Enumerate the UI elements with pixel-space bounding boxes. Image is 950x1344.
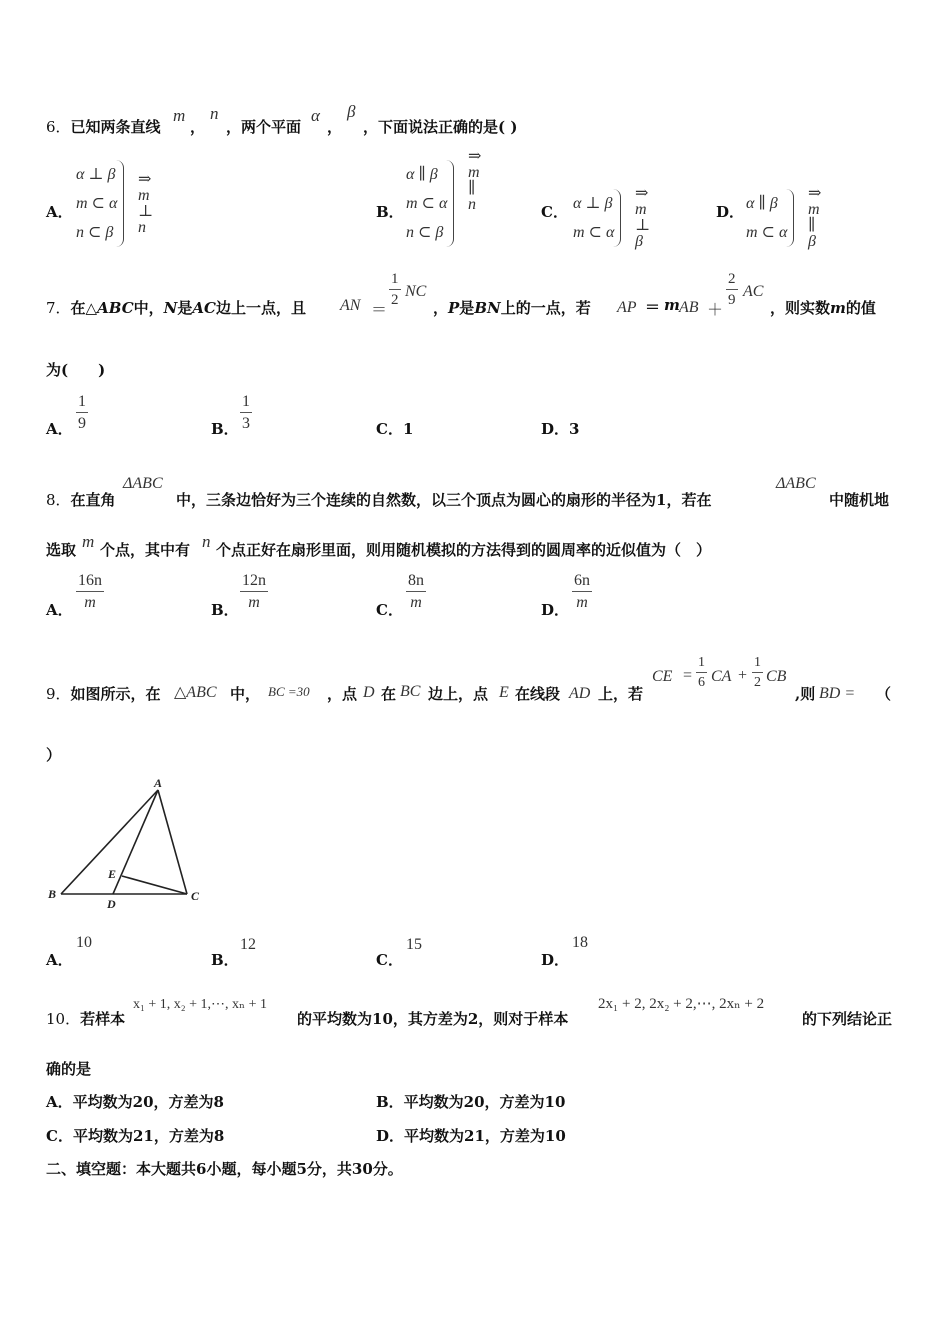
- q8-stem-1: [46, 489, 116, 510]
- q8-text-2: 中，三条边恰好为三个连续的自然数，以三个顶点为圆心的扇形的半径为1，若在: [176, 491, 712, 509]
- q9-segment-ce: [122, 876, 187, 894]
- q9-CB: CB: [766, 668, 787, 685]
- q9-option-b-label: B．: [211, 951, 239, 969]
- q9-figure-lines: [61, 790, 187, 894]
- q8-option-b-label: B．: [211, 601, 239, 619]
- section-2-heading: 二、填空题：本大题共6小题，每小题5分，共30分。: [46, 1160, 403, 1178]
- q7-option-d-value: 3: [569, 420, 580, 438]
- q7-text-9: 的值: [845, 299, 876, 317]
- q9-option-a-value: 10: [76, 934, 92, 951]
- q7-NC: NC: [405, 283, 427, 300]
- q6-var-n: n: [210, 104, 219, 123]
- q7-29-num: 2: [726, 272, 738, 290]
- q10-text-2: 的平均数为10，其方差为2，则对于样本: [297, 1010, 569, 1028]
- q10-text-3: 的下列结论正: [802, 1010, 893, 1028]
- q8-text-4: 选取: [46, 541, 77, 559]
- q7-stem-3: [770, 297, 876, 318]
- q7-AC2: AC: [743, 283, 764, 300]
- q6-b-cond-2: m ⊂ α: [406, 194, 448, 212]
- q9-text-8: ,则: [795, 685, 816, 703]
- q7-m-2: m: [830, 299, 846, 317]
- q9-option-c-label: C．: [376, 951, 403, 969]
- q7-text-3: 是: [177, 299, 193, 317]
- q6-alpha: α: [311, 106, 320, 125]
- q10-sample-2: 2x₁ + 2, 2x₂ + 2,⋯, 2xₙ + 2: [598, 996, 765, 1012]
- q8-text-1: 在直角: [70, 491, 116, 509]
- q7-BN: BN: [474, 299, 501, 317]
- q6-a-cond-1: α ⊥ β: [76, 165, 116, 183]
- q10-number: 10．: [46, 1010, 81, 1028]
- q6-mid-text: ，两个平面: [226, 118, 302, 136]
- q9-text-9: （: [876, 685, 892, 703]
- q6-b-result: ⇒ m ∥ n: [468, 147, 482, 213]
- q8-option-b-value: [240, 573, 268, 611]
- q9-number: 9．: [46, 685, 71, 703]
- q8-c-den: m: [410, 594, 422, 611]
- q8-triangle-2: ΔABC: [776, 475, 816, 492]
- q7-option-c-label: C．: [376, 420, 403, 438]
- q9-option-b-value: 12: [240, 936, 256, 953]
- q7-option-b-label: B．: [211, 420, 239, 438]
- q9-option-d-label: D．: [541, 951, 570, 969]
- q8-triangle-1: ΔABC: [123, 475, 163, 492]
- q7-text-5: ，: [433, 299, 449, 317]
- q9-text-2: 中，: [230, 685, 261, 703]
- q7-N: N: [163, 299, 178, 317]
- q8-option-a-value: [76, 573, 104, 611]
- q6-a-cond-3: n ⊂ β: [76, 223, 114, 241]
- q9-BD: BD =: [819, 685, 856, 702]
- q7-abc: ABC: [97, 299, 134, 317]
- q9-16-den: 6: [698, 675, 705, 690]
- q10-option-b: B．平均数为20，方差为10: [376, 1093, 566, 1111]
- q7-text-6: 是: [459, 299, 475, 317]
- q6-d-cond-2: m ⊂ α: [746, 223, 788, 241]
- q7-option-a-label: A．: [46, 420, 73, 438]
- q8-b-num: 12n: [240, 573, 268, 592]
- q7-half-fraction: [389, 272, 401, 308]
- q10-option-a: A．平均数为20，方差为8: [46, 1093, 224, 1111]
- q9-triangle-figure: [40, 772, 220, 912]
- q7-stem: [46, 297, 306, 318]
- q7-half-num: 1: [389, 272, 401, 290]
- q7-a-num: 1: [76, 394, 88, 413]
- q7-option-d: [541, 418, 579, 439]
- q9-text-7: 上，若: [598, 685, 644, 703]
- q9-text-1: 如图所示，在: [70, 685, 161, 703]
- q7-option-a-value: [76, 394, 88, 432]
- q9-text-4: 在: [381, 685, 397, 703]
- q10-line-2: 确的是: [46, 1060, 92, 1078]
- q8-option-c-label: C．: [376, 601, 403, 619]
- q8-d-num: 6n: [572, 573, 592, 592]
- q7-text-4: 边上一点，且: [215, 299, 306, 317]
- q8-b-den: m: [248, 594, 260, 611]
- q8-text-6: 个点正好在扇形里面，则用随机模拟的方法得到的圆周率的近似值为（ ）: [216, 541, 712, 559]
- q7-text-8: ，则实数: [770, 299, 831, 317]
- q6-a-result: ⇒ m ⊥ n: [138, 170, 154, 236]
- q7-text-2: 中，: [133, 299, 164, 317]
- q9-label-e: E: [108, 867, 117, 881]
- q9-label-d: D: [107, 897, 116, 911]
- q7-29-den: 9: [728, 292, 736, 308]
- q6-option-d-label: D．: [716, 203, 745, 221]
- q9-E: E: [499, 684, 509, 701]
- q6-a-cond-2: m ⊂ α: [76, 194, 118, 212]
- q6-option-b-system: [406, 147, 482, 247]
- q7-AB: AB: [679, 299, 699, 316]
- q7-P: P: [448, 299, 460, 317]
- q9-triangle: △ABC: [174, 684, 217, 701]
- q8-text-3: 中随机地: [829, 491, 890, 509]
- q6-end-text: ，下面说法正确的是( ): [363, 118, 518, 136]
- q10-option-d: D．平均数为21，方差为10: [376, 1127, 566, 1145]
- q7-half-den: 2: [391, 292, 399, 308]
- q6-c-cond-2: m ⊂ α: [573, 223, 615, 241]
- q9-12-fraction: [752, 656, 763, 690]
- q6-option-c-label: C．: [541, 203, 568, 221]
- q7-b-num: 1: [240, 394, 252, 413]
- q8-text-5: 个点，其中有: [100, 541, 191, 559]
- q9-option-d-value: 18: [572, 934, 588, 951]
- q9-CA: CA: [711, 668, 732, 685]
- q8-option-c-value: [406, 573, 426, 611]
- q9-eq: =: [683, 667, 693, 684]
- q9-text-6: 在线段: [515, 685, 561, 703]
- q9-stem-1: [46, 683, 161, 704]
- q7-AP: AP: [617, 299, 637, 316]
- q7-stem-2: [433, 297, 591, 318]
- q6-var-m: m: [173, 106, 186, 125]
- q8-d-den: m: [576, 594, 588, 611]
- q8-option-a-label: A．: [46, 601, 73, 619]
- q7-b-den: 3: [242, 415, 250, 432]
- q8-number: 8．: [46, 491, 71, 509]
- q9-segment-ad: [113, 790, 158, 894]
- q10-text-1: 若样本: [80, 1010, 126, 1028]
- q10-option-c: C．平均数为21，方差为8: [46, 1127, 225, 1145]
- q7-AC: AC: [192, 299, 216, 317]
- q7-eq-1: ＝: [371, 302, 388, 319]
- q7-option-b-value: [240, 394, 252, 432]
- q7-plus: ＋: [707, 302, 724, 319]
- q6-b-cond-3: n ⊂ β: [406, 223, 444, 241]
- q7-number: 7．: [46, 299, 71, 317]
- q9-12-den: 2: [754, 675, 761, 690]
- q7-option-c-value: 1: [402, 420, 414, 438]
- q6-c-result: ⇒ m ⊥ β: [635, 185, 651, 250]
- q9-text-5: 边上，点: [428, 685, 489, 703]
- q10-stem-1: [46, 1008, 125, 1029]
- q6-d-result: ⇒ m ∥ β: [808, 185, 822, 250]
- q7-29-fraction: [726, 272, 738, 308]
- q6-d-cond-1: α ∥ β: [746, 194, 778, 212]
- q7-AN: AN: [340, 297, 361, 314]
- q7-option-d-label: D．: [541, 420, 570, 438]
- q9-line-2: ）: [46, 746, 62, 764]
- q9-plus: +: [738, 667, 748, 684]
- q6-c-cond-1: α ⊥ β: [573, 194, 613, 212]
- q8-option-d-value: [572, 573, 592, 611]
- q6-comma-1: ，: [190, 118, 206, 136]
- q8-n: n: [202, 532, 211, 551]
- q8-option-d-label: D．: [541, 601, 570, 619]
- q6-comma-2: ，: [327, 118, 343, 136]
- q9-D: D: [363, 684, 375, 701]
- q6-option-a-label: A．: [46, 203, 73, 221]
- q6-option-d-system: [746, 185, 822, 250]
- q6-stem: [46, 116, 161, 137]
- q9-CE: CE: [652, 668, 673, 685]
- q7-option-c: [376, 418, 413, 439]
- q9-bc-value: BC =30: [268, 684, 310, 699]
- q9-label-a: A: [154, 776, 163, 790]
- q6-number: 6．: [46, 118, 71, 136]
- q8-m: m: [82, 532, 95, 551]
- q8-a-num: 16n: [76, 573, 104, 592]
- q9-label-c: C: [191, 889, 200, 903]
- q10-sample-1: x₁ + 1, x₂ + 1,⋯, xₙ + 1: [133, 997, 268, 1012]
- q6-option-a-system: [76, 160, 154, 247]
- q6-b-cond-1: α ∥ β: [406, 165, 438, 183]
- q9-side-ac: [158, 790, 187, 894]
- q6-option-b-label: B．: [376, 203, 404, 221]
- q9-text-3: ，点: [327, 685, 358, 703]
- q9-AD: AD: [569, 685, 591, 702]
- q8-a-den: m: [84, 594, 96, 611]
- q8-c-num: 8n: [406, 573, 426, 592]
- q9-16-fraction: [696, 656, 707, 690]
- q6-option-c-system: [573, 185, 651, 250]
- q9-BC: BC: [400, 683, 421, 700]
- q9-16-num: 1: [696, 656, 707, 673]
- q7-text-1: 在△: [70, 299, 98, 317]
- q9-option-c-value: 15: [406, 936, 422, 953]
- q7-line-2: 为( ): [46, 361, 106, 379]
- q6-stem-text: 已知两条直线: [70, 118, 161, 136]
- q7-a-den: 9: [78, 415, 86, 432]
- q6-beta: β: [347, 102, 356, 121]
- q9-option-a-label: A．: [46, 951, 73, 969]
- q7-eq-2: ＝: [645, 298, 661, 316]
- q9-label-b: B: [48, 887, 57, 901]
- q7-m: m: [664, 296, 680, 314]
- q9-12-num: 1: [752, 656, 763, 673]
- q7-text-7: 上的一点，若: [500, 299, 591, 317]
